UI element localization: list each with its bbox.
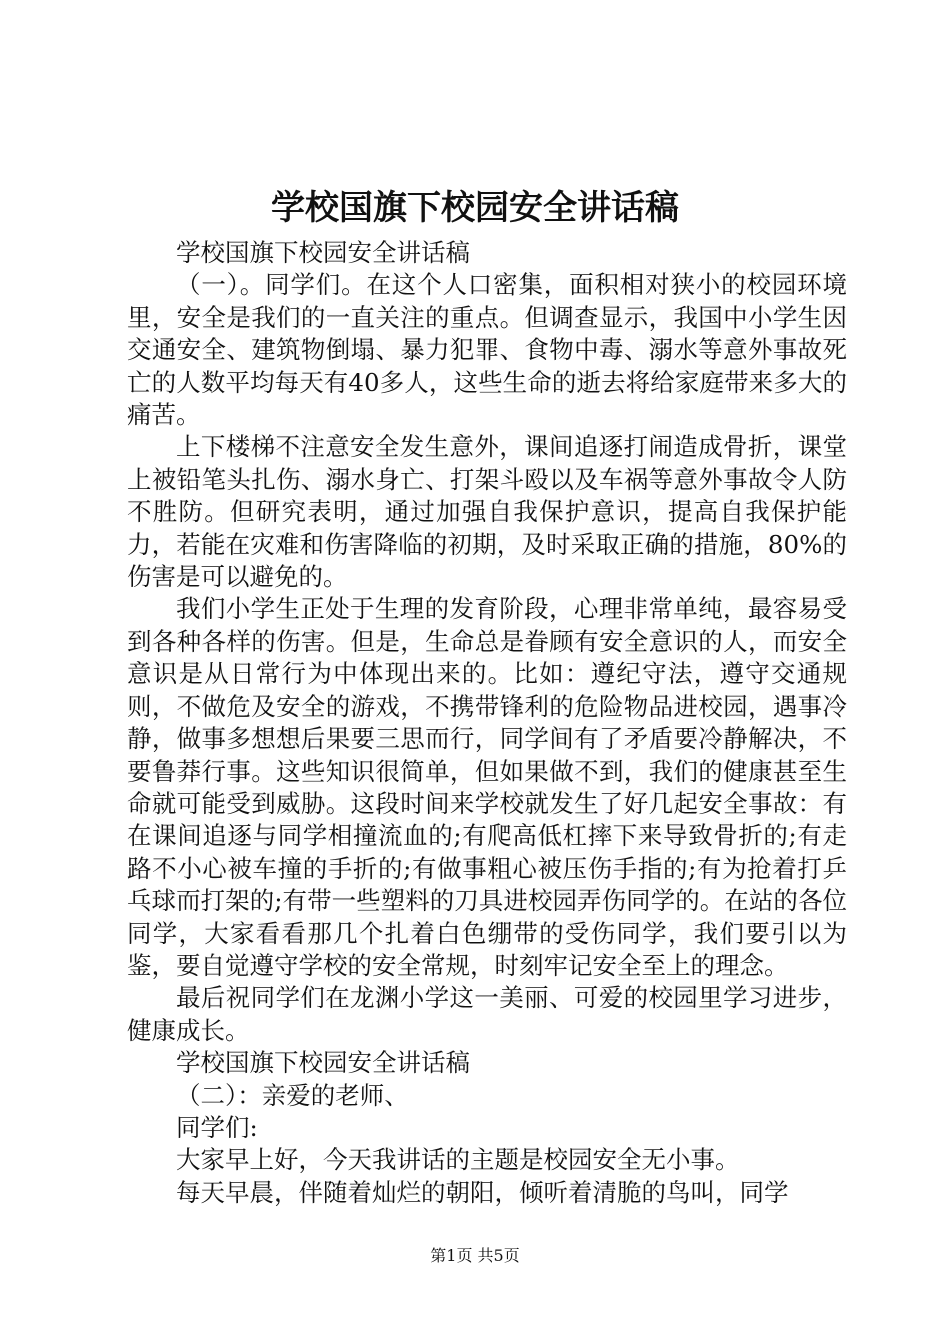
body-paragraph: 大家早上好，今天我讲话的主题是校园安全无小事。 (176, 1145, 740, 1175)
body-paragraph: 学校国旗下校园安全讲话稿 (176, 1048, 470, 1078)
document-title: 学校国旗下校园安全讲话稿 (271, 188, 679, 228)
body-paragraph: 最后祝同学们在龙渊小学这一美丽、可爱的校园里学习进步，健康成长。 (127, 983, 847, 1045)
body-paragraph: 同学们: (176, 1112, 258, 1142)
body-paragraph: （一）。同学们。在这个人口密集，面积相对狭小的校园环境里，安全是我们的一直关注的重点。但调查显示，我国中小学生因交通安全、建筑物倒塌、暴力犯罪、食物中毒、溺水等意外事故死亡的人数平均每天有40多人，这些生命的逝去将给家庭带来多大的痛苦。 (127, 270, 847, 430)
page-footer: 第1页 共5页 (430, 1246, 520, 1265)
body-paragraph: 每天早晨，伴随着灿烂的朝阳，倾听着清脆的鸟叫，同学 (176, 1177, 789, 1207)
body-paragraph: 我们小学生正处于生理的发育阶段，心理非常单纯，最容易受到各种各样的伤害。但是，生命总是眷顾有安全意识的人，而安全意识是从日常行为中体现出来的。比如：遵纪守法，遵守交通规则，不做危及安全的游戏，不携带锋利的危险物品进校园，遇事冷静，做事多想想后果要三思而行，同学间有了矛盾要冷静解决，不要鲁莽行事。这些知识很简单，但如果做不到，我们的健康甚至生命就可能受到威胁。这段时间来学校就发生了好几起安全事故：有在课间追逐与同学相撞流血的;有爬高低杠摔下来导致骨折的;有走路不小心被车撞的手折的;有做事粗心被压伤手指的;有为抢着打乒乓球而打架的;有带一些塑料的刀具进校园弄伤同学的。在站的各位同学，大家看看那几个扎着白色绷带的受伤同学，我们要引以为鉴，要自觉遵守学校的安全常规，时刻牢记安全至上的理念。 (127, 594, 847, 980)
document-body (127, 237, 847, 1209)
body-paragraph: （二）：亲爱的老师、 (176, 1080, 409, 1110)
body-paragraph: 学校国旗下校园安全讲话稿 (176, 238, 470, 267)
body-paragraph: 上下楼梯不注意安全发生意外，课间追逐打闹造成骨折，课堂上被铅笔头扎伤、溺水身亡、打架斗殴以及车祸等意外事故令人防不胜防。但研究表明，通过加强自我保护意识，提高自我保护能力，若能在灾难和伤害降临的初期，及时采取正确的措施，80%的伤害是可以避免的。 (127, 432, 847, 592)
